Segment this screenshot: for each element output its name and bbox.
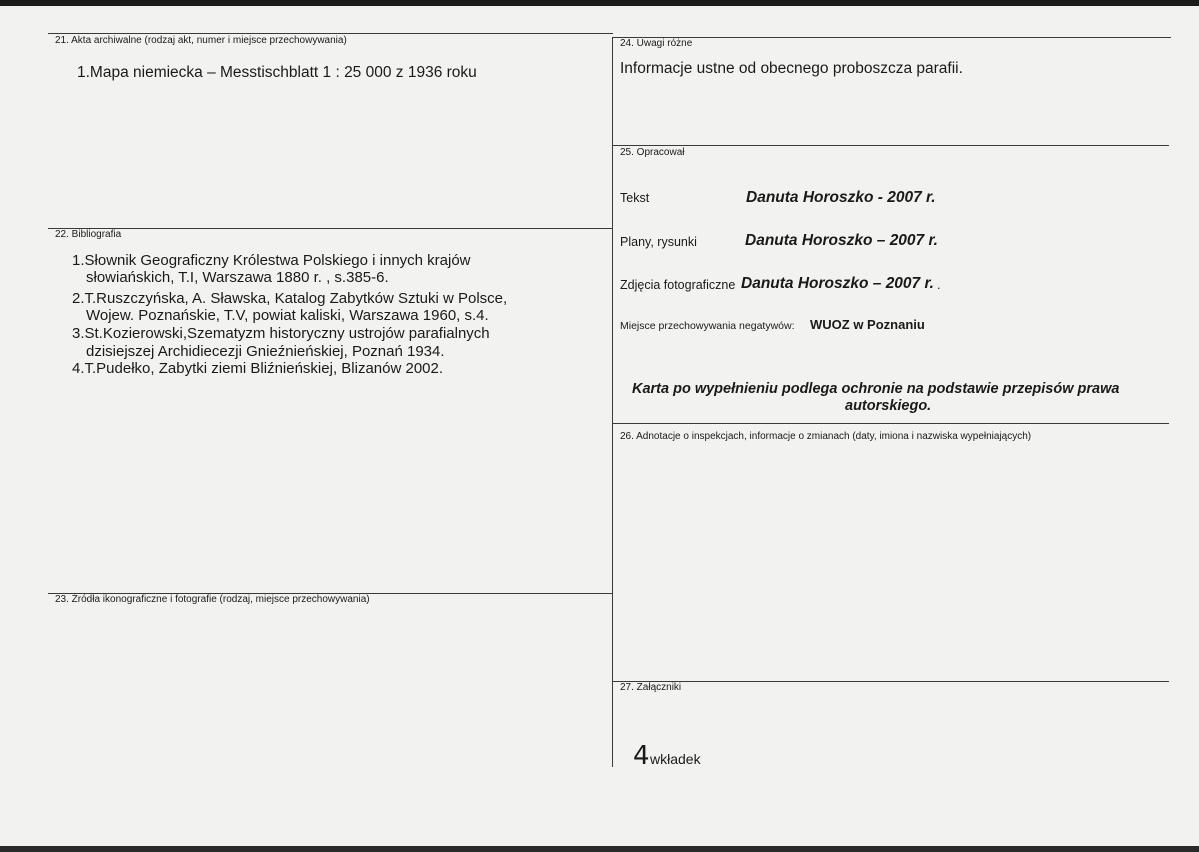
bibliography-line: 1.Słownik Geograficzny Królestwa Polskiego i innych krajów	[72, 252, 471, 269]
bibliography-line: 3.St.Kozierowski,Szematyzm historyczny ustrojów parafialnych	[72, 325, 490, 342]
bibliography-line: 2.T.Ruszczyńska, A. Sławska, Katalog Zabytków Sztuki w Polsce,	[72, 290, 508, 307]
zdjecia-value: Danuta Horoszko – 2007 r.	[741, 275, 934, 292]
tekst-value: Danuta Horoszko - 2007 r.	[746, 189, 936, 206]
sec24-top-rule	[613, 37, 1171, 38]
notice-line-2: autorskiego.	[845, 398, 932, 414]
sec27-label: 27. Załączniki	[620, 682, 682, 693]
zdjecia-label: Zdjęcia fotograficzne	[620, 278, 736, 292]
sec23-label: 23. Źródła ikonograficzne i fotografie (rodzaj, miejsce przechowywania)	[55, 594, 370, 605]
attachment-text: wkładek	[650, 751, 701, 767]
sec21-item: 1.Mapa niemiecka – Messtischblatt 1 : 25 000 z 1936 roku	[77, 64, 477, 81]
sec26-top-rule	[613, 423, 1169, 424]
sec27-top-rule	[613, 681, 1169, 682]
sec26-label: 26. Adnotacje o inspekcjach, informacje o zmianach (daty, imiona i nazwiska wypełniających)	[620, 431, 1032, 442]
sec21-label: 21. Akta archiwalne (rodzaj akt, numer i miejsce przechowywania)	[55, 35, 347, 46]
attachment-count: 4	[633, 741, 650, 771]
sec21-top-rule	[48, 33, 613, 34]
scan-bottom-edge	[0, 846, 1199, 852]
column-divider	[612, 37, 613, 767]
bibliography-line: słowiańskich, T.I, Warszawa 1880 r. , s.385-6.	[86, 269, 389, 286]
notice-line-1: Karta po wypełnieniu podlega ochronie na podstawie przepisów prawa	[632, 381, 1120, 397]
bibliography-line: Wojew. Poznańskie, T.V, powiat kaliski, Warszawa 1960, s.4.	[86, 307, 489, 324]
plany-label: Plany, rysunki	[620, 235, 697, 249]
plany-value: Danuta Horoszko – 2007 r.	[745, 232, 938, 249]
bibliography-line: 4.T.Pudełko, Zabytki ziemi Bliźnieńskiej, Blizanów 2002.	[72, 360, 444, 377]
miejsce-value: WUOZ w Poznaniu	[810, 317, 925, 332]
tekst-label: Tekst	[620, 191, 650, 205]
sec22-top-rule	[48, 228, 613, 229]
zdjecia-tail: .	[937, 278, 941, 292]
bibliography-line: dzisiejszej Archidiecezji Gnieźnieńskiej, Poznań 1934.	[86, 343, 445, 360]
sec25-label: 25. Opracował	[620, 147, 685, 158]
sec24-label: 24. Uwagi różne	[620, 38, 693, 49]
miejsce-label: Miejsce przechowywania negatywów:	[620, 320, 795, 332]
sec25-top-rule	[613, 145, 1169, 146]
scan-top-edge	[0, 0, 1199, 6]
sec24-text: Informacje ustne od obecnego proboszcza parafii.	[620, 60, 963, 77]
sec22-label: 22. Bibliografia	[55, 229, 122, 240]
